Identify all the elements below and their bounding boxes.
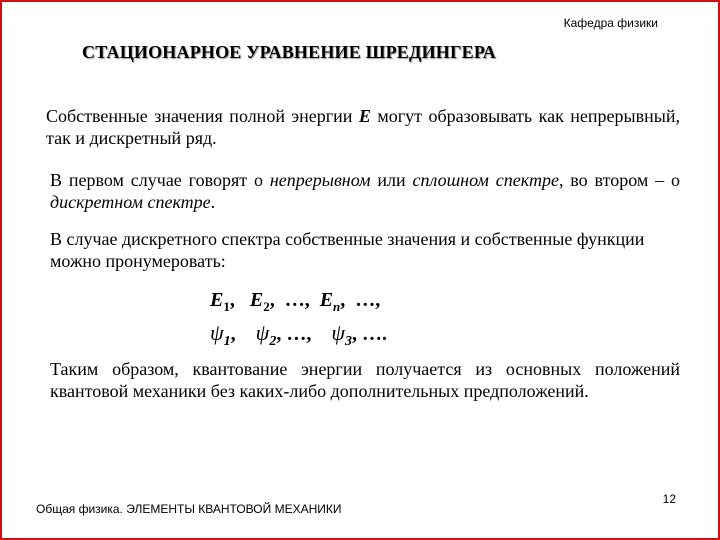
energy-symbol: E [358,106,371,126]
paragraph-spectrum-types [50,169,680,213]
term-discrete-spectrum: дискретном спектре [50,192,211,212]
separator: , …, [340,289,381,311]
subscript: 3 [345,334,353,349]
psi-symbol: ψ [210,320,224,345]
subscript: 1 [223,299,230,314]
psi-symbol: ψ [255,320,270,345]
subscript: 2 [263,299,270,314]
subscript: 1 [223,334,231,349]
text-fragment: могут образовывать как непрерывный, так и дискретный ряд. [46,106,680,148]
separator: , …, [269,289,320,311]
energy-symbol: E [210,289,224,311]
energy-symbol: E [249,289,264,311]
term-continuous: непрерывном [269,170,371,190]
page-number: 12 [662,492,676,506]
paragraph-energy-values [46,105,680,149]
paragraph-numbering: В случае дискретного спектра собственные значения и собственные функции можно пронумеровать: [50,229,645,271]
energy-symbol: E [319,289,334,311]
department-label: Кафедра физики [563,16,658,30]
separator: , [230,323,256,345]
text-fragment: Собственные значения полной энергии [46,106,359,126]
wavefunction-sequence [210,320,387,350]
subscript: 2 [269,334,277,349]
text-fragment: , во втором – о [558,170,681,190]
text-fragment: В первом случае говорят о [50,170,270,190]
separator: , …, [276,323,332,345]
term-solid-spectrum: сплошном спектре [412,170,559,190]
footer-course-title: Общая физика. ЭЛЕМЕНТЫ КВАНТОВОЙ МЕХАНИКИ [36,502,342,516]
psi-symbol: ψ [331,320,346,345]
energy-sequence [210,289,380,315]
text-fragment: или [370,170,413,190]
separator: , [229,289,250,311]
slide-title: СТАЦИОНАРНОЕ УРАВНЕНИЕ ШРЕДИНГЕРА [82,42,496,62]
paragraph-conclusion: Таким образом, квантование энергии получается из основных положений квантовой механики без каких-либо дополнительных предположений. [50,359,680,401]
subscript: n [333,299,341,314]
separator: , …. [352,323,388,345]
text-fragment: . [210,192,216,212]
